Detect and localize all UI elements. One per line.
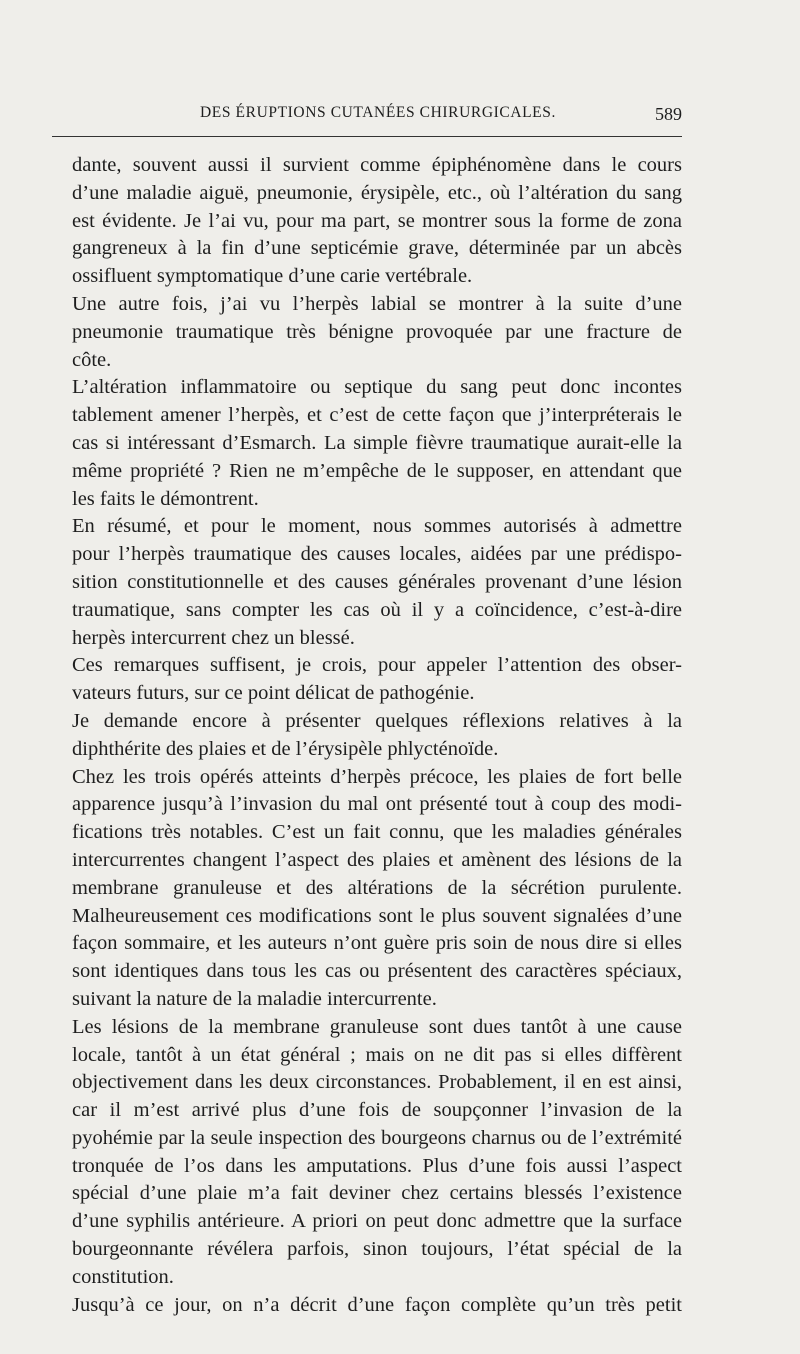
body-text [52,152,682,1319]
paragraph [52,513,682,652]
text-line: car il m’est arrivé plus d’une fois de soupçonner l’invasion de la [72,1099,682,1122]
text-line: les faits le démontrent. [72,487,259,510]
text-line: spécial d’une plaie m’a fait deviner chez certains blessés l’existence [72,1182,682,1205]
text-line: Chez les trois opérés atteints d’herpès précoce, les plaies de fort belle [72,765,682,788]
text-line: Ces remarques suffisent, je crois, pour appeler l’attention des obser- [72,654,682,677]
text-line: pyohémie par la seule inspection des bourgeons charnus ou de l’extrémité [72,1126,682,1149]
text-line: cas si intéressant d’Esmarch. La simple fièvre traumatique aurait-elle la [72,431,682,454]
text-line: gangreneux à la fin d’une septicémie grave, déterminée par un abcès [72,237,682,260]
page-number: 589 [655,104,682,124]
text-line: En résumé, et pour le moment, nous sommes autorisés à admettre [72,515,682,538]
paragraph [52,764,682,1014]
paragraph [52,1014,682,1292]
text-line: sont identiques dans tous les cas ou présentent des caractères spéciaux, [72,960,682,983]
text-line: d’une maladie aiguë, pneumonie, érysipèle, etc., où l’altération du sang [72,181,682,204]
text-line: L’altération inflammatoire ou septique du sang peut donc incontes [72,376,682,399]
text-line: Malheureusement ces modifications sont le plus souvent signalées d’une [72,904,682,927]
paragraph [52,1292,682,1320]
text-line: locale, tantôt à un état général ; mais on ne dit pas si elles diffèrent [72,1043,682,1066]
text-line: d’une syphilis antérieure. A priori on peut donc admettre que la surface [72,1210,682,1233]
paragraph [52,152,682,291]
text-line: Jusqu’à ce jour, on n’a décrit d’une façon complète qu’un très petit [72,1293,682,1316]
text-line: Les lésions de la membrane granuleuse sont dues tantôt à une cause [72,1015,682,1038]
text-line: constitution. [72,1265,174,1288]
text-line: tronquée de l’os dans les amputations. Plus d’une fois aussi l’aspect [72,1154,682,1177]
paragraph [52,291,682,374]
text-line: Une autre fois, j’ai vu l’herpès labial se montrer à la suite d’une [72,292,682,315]
header-rule [52,136,682,137]
paragraph [52,708,682,764]
text-line: même propriété ? Rien ne m’empêche de le supposer, en attendant que [72,459,682,482]
running-header [52,104,682,134]
text-line: façon sommaire, et les auteurs n’ont guère pris soin de nous dire si elles [72,932,682,955]
text-line: suivant la nature de la maladie intercurrente. [72,987,437,1010]
text-line: diphthérite des plaies et de l’érysipèle phlycténoïde. [72,737,499,760]
text-line: membrane granuleuse et des altérations de la sécrétion purulente. [72,876,682,899]
text-line: apparence jusqu’à l’invasion du mal ont présenté tout à coup des modi- [72,793,682,816]
text-line: Je demande encore à présenter quelques réflexions relatives à la [72,709,682,732]
text-line: ossifluent symptomatique d’une carie vertébrale. [72,265,473,288]
paragraph [52,374,682,513]
text-line: pneumonie traumatique très bénigne provoquée par une fracture de [72,320,682,343]
text-line: intercurrentes changent l’aspect des plaies et amènent des lésions de la [72,848,682,871]
text-line: objectivement dans les deux circonstances. Probablement, il en est ainsi, [72,1071,682,1094]
text-line: sition constitutionnelle et des causes générales provenant d’une lésion [72,570,682,593]
text-line: côte. [72,348,112,371]
paragraph [52,652,682,708]
text-line: dante, souvent aussi il survient comme épiphénomène dans le cours [72,154,682,176]
text-line: est évidente. Je l’ai vu, pour ma part, se montrer sous la forme de zona [72,209,682,232]
text-line: fications très notables. C’est un fait connu, que les maladies générales [72,821,682,844]
text-line: bourgeonnante révélera parfois, sinon toujours, l’état spécial de la [72,1238,682,1261]
text-line: pour l’herpès traumatique des causes locales, aidées par une prédispo- [72,543,682,566]
running-title: DES ÉRUPTIONS CUTANÉES CHIRURGICALES. [200,104,556,121]
text-line: traumatique, sans compter les cas où il y a coïncidence, c’est-à-dire [72,598,682,621]
text-line: vateurs futurs, sur ce point délicat de pathogénie. [72,682,475,705]
text-line: herpès intercurrent chez un blessé. [72,626,355,649]
text-line: tablement amener l’herpès, et c’est de cette façon que j’interpréterais le [72,404,682,427]
